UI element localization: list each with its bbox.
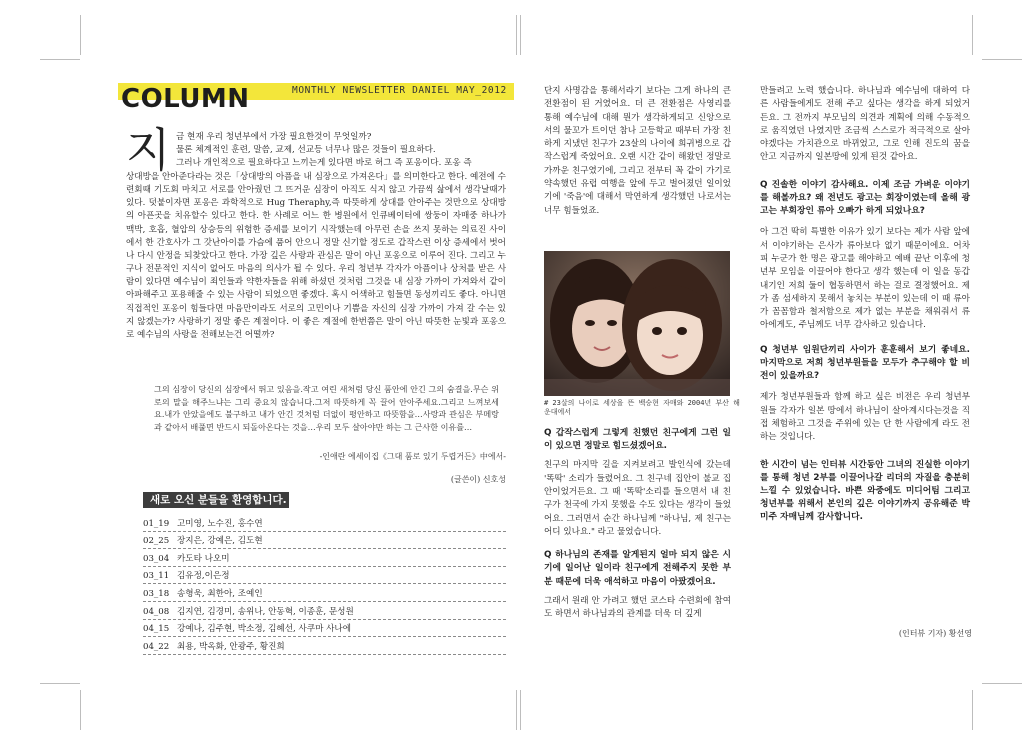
welcome-item [143, 549, 506, 567]
column-paragraph: 상대방을 안아준다라는 것은「상대방의 아픔을 내 심장으로 가져온다」를 의미한다고 한다. 예전에 수련회때 기도회 마치고 서로를 안아줬던 그 뜨거운 심장이 아직도 식지 않고 가끔씩 삶에서 생각날때가 있다. 덧붙이자면 포옹은 과학적으로 Hug Theraphy,즉 따뜻하게 상대를 안아주는 것만으로 상대방의 아픈곳을 치유할수 있다고 한다. 한 사례로 어느 한 병원에서 인큐베이터에 쌍둥이 자매중 하나가 맥박, 호흡, 혈압의 상승등의 위험한 증세를 보이기 시작했는데 아무런 손을 쓰지 못하는 의료진 사이에서 한 간호사가 그 갓난아이를 가슴에 품어 안으니 정말 신기할 정도로 갑작스런 이상 증세에서 벗어나 다시 안정을 되찾았다고 한다. 가장 깊은 사랑과 관심은 말이 아닌 포옹으로 이루어 진다. 그리고 누구나 전문적인 지식이 없어도 마음의 의사가 될 수 있다. 우리 청년부 각자가 아픔이나 상처를 받은 사람이 있다면 예수님이 죄인들과 약한자들을 위해 하셨던 것처럼 그것을 내 심장 가까이 가져와서 같이 아파해주고 포용해줄 수 있는 사람이 되었으면 좋겠다. 혹시 어색하고 힘들면 동성끼리도 좋다. 아니면 직접적인 포옹이 힘들다면 마음만이라도 서로의 고민이나 기쁨을 자신의 심장 가까이 가져 갈 수는 있지 않겠는가? 사랑하기 정말 좋은 계절이다. 이 좋은 계절에 한번쯤은 말이 아닌 따뜻한 눈빛과 포옹으로 예수님의 사랑을 전해보는건 어떨까? [126, 172, 506, 340]
welcome-item [143, 584, 506, 602]
welcome-item [143, 567, 506, 585]
crop-mark [520, 690, 521, 730]
closing-remarks: 한 시간이 넘는 인터뷰 시간동안 그녀의 진실한 이야기를 통해 청년 2부를 이끌어나갈 리더의 자질을 충분히 느낄 수 있었습니다. 바쁜 와중에도 미디어팀 그리고 청년부를 위해서 본인의 깊은 이야기까지 공유해준 박미주 자매님께 감사합니다. [760, 459, 970, 523]
welcome-list [143, 514, 506, 655]
crop-mark [982, 683, 1022, 684]
welcome-date: 01_19 [143, 518, 170, 529]
crop-mark [40, 683, 80, 684]
welcome-names: 김지연, 김경미, 송위나, 안동혁, 이종훈, 문성원 [177, 606, 354, 617]
crop-mark [516, 690, 517, 730]
drop-cap: 지 [126, 123, 171, 177]
welcome-names: 강예나, 김주현, 박소정, 김혜선, 사쿠마 사나에 [177, 624, 352, 635]
answer: 제가 청년부원들과 함께 하고 싶은 비전은 우리 청년부원들 각자가 일본 땅에서 하나님이 살아계시다는것을 직접 체험하고 그것을 주위에 있는 단 한 사람에게 라도 전하는 것입니다. [760, 392, 970, 443]
crop-mark [520, 15, 521, 55]
answer: 그래서 원래 안 가려고 했던 코스타 수련회에 참여도 하면서 하나님과의 관계를 더욱 더 깊게 [544, 595, 731, 620]
interview-signature: (인터뷰 기자) 황선영 [898, 629, 972, 638]
welcome-names: 최용, 박옥화, 안광주, 황진희 [177, 641, 285, 652]
intro-line: 금 현재 우리 청년부에서 가장 필요한것이 무엇일까? [176, 132, 372, 142]
quote-text: 그의 심장이 당신의 심장에서 뛰고 있음을.작고 여린 새처럼 당신 품안에 안긴 그의 숨결을.무슨 위로의 말을 해주느냐는 그리 중요치 않습니다.그저 따뜻하게 꼭 끌어 안아주세요.그리고 느껴보세요.내가 안았을에도 불구하고 내가 안긴 것처럼 더없이 평안하고 따뜻함을…사랑과 관심은 부메랑과 같아서 배풀면 반드시 되돌아온다는 것을…우리 모두 살아야만 하는 그 근사한 이유를… [154, 384, 499, 432]
newsletter-label: MONTHLY NEWSLETTER DANIEL MAY_2012 [292, 85, 507, 96]
crop-mark [516, 15, 517, 55]
crop-mark [40, 59, 80, 60]
welcome-item [143, 637, 506, 655]
column-intro [176, 131, 506, 170]
interview-col1-qa [544, 427, 731, 621]
welcome-names: 카도타 나오미 [177, 553, 230, 564]
welcome-names: 송형욱, 최한아, 조예인 [177, 588, 263, 599]
welcome-date: 04_15 [143, 624, 170, 635]
intro-line: 물론 체계적인 훈련, 말씀, 교제, 선교등 너무나 많은 것들이 필요하다. [176, 145, 436, 156]
question: Q 갑작스럽게 그렇게 친했던 친구에게 그런 일이 있으면 정말로 힘드셨겠어요. [544, 428, 731, 452]
column-body [126, 171, 506, 342]
intro-line: 그러나 개인적으로 필요하다고 느끼는게 있다면 바로 허그 즉 포옹이다. 포옹 즉 [176, 158, 472, 169]
welcome-item [143, 602, 506, 620]
column-title: COLUMN [121, 84, 250, 114]
welcome-date: 04_22 [143, 641, 170, 652]
welcome-item [143, 514, 506, 532]
quote-source: -인애란 에세이집《그대 품로 있기 두렵거든》中에서- [319, 452, 506, 461]
crop-mark [80, 15, 81, 55]
crop-mark [972, 690, 973, 730]
photo-caption: # 23살의 나이로 세상을 뜬 백승현 자매와 2004년 부산 해운대에서 [544, 399, 740, 416]
answer: 친구의 마지막 길을 지켜보려고 발인식에 갔는데 '똑딱' 소리가 들렸어요. 그 친구네 집안이 불교 집안이었거든요. 그 때 '똑딱'소리를 들으면서 내 친구가 천국에 가지 못했을 수도 있다는 생각이 들었어요. 그러면서 순간 하나님께 "하나님, 제 친구는 어디 있나요." 라고 물었습니다. [544, 460, 731, 537]
question: Q 진솔한 이야기 감사해요. 이제 조금 가벼운 이야기를 해볼까요? 왜 전년도 광고는 회장이였는데 올해 광고는 부회장인 류아 오빠가 하게 되었나요? [760, 179, 970, 217]
welcome-names: 고미영, 노수진, 홍수연 [177, 518, 263, 529]
welcome-date: 02_25 [143, 536, 170, 547]
photo-illustration [544, 251, 730, 396]
welcome-names: 김유정,이은정 [177, 571, 230, 582]
interview-col2 [760, 85, 970, 525]
interview-col1-intro [544, 85, 731, 218]
welcome-date: 03_04 [143, 553, 170, 564]
welcome-item [143, 620, 506, 638]
welcome-names: 장지은, 강예은, 김도현 [177, 536, 263, 547]
column-writer: (글쓴이) 신호성 [450, 475, 506, 484]
welcome-item [143, 532, 506, 550]
welcome-date: 04_08 [143, 606, 170, 617]
interview-paragraph: 단지 사명감을 통해서라기 보다는 그게 하나의 큰 전환점이 된 거였어요. 더 큰 전환점은 사영리를 통해 예수님에 대해 뭔가 생각하게되고 신앙으로서의 물꼬가 트이던 참나 고등학교 때부터 가장 친하게 지냈던 친구가 23살의 나이에 희귀병으로 갑작스럽게 죽었어요. 오랜 시간 같이 해왔던 정말로 가까운 친구였기에, 그리고 전부터 꼭 같이 가기로 약속했던 유럽 여행을 앞에 두고 벌어졌던 일이었기에 '죽음'에 대해서 막연하게 생각했던 나로서는 너무 힘들었죠. [544, 86, 731, 216]
interview-photo [544, 251, 730, 396]
welcome-heading: 새로 오신 분들을 환영합니다. [150, 494, 287, 506]
question: Q 청년부 임원단끼리 사이가 훈훈해서 보기 좋네요. 마지막으로 저희 청년부원들을 모두가 추구해야 할 비전이 있을까요? [760, 344, 970, 382]
interview-paragraph: 만들려고 노력 했습니다. 하나님과 예수님에 대하여 다른 사람들에게도 전해 주고 싶다는 생각을 하게 되었거든요. 그 전까지 부모님의 의견과 계획에 의해 수동적으로 움직였던 나였지만 조금씩 스스로가 적극적으로 살아야겠다는 가치관으로 바뀌었고, 그로 인해 진도의 꿈을 안고 지금까지 일본땅에 있게 된것 같아요. [760, 86, 970, 163]
welcome-date: 03_11 [143, 571, 170, 582]
answer: 아 그건 딱히 특별한 이유가 있기 보다는 제가 사람 앞에서 이야기하는 은사가 류아보다 없기 때문이에요. 어차피 누군가 한 명은 광고를 해야하고 예배 끝난 이후에 청년부 모임을 이끌어야 한다고 생각 했는데 이 일을 동갑내기인 저희 둘이 협동하면서 하는 걸로 결정했어요. 제가 좀 섬세하지 못해서 놓치는 부분이 있는데 이 때 류아가 꼼꼼함과 철저함으로 제가 없는 부분을 채워줘서 류아에게도, 주님께도 너무 감사하고 있습니다. [760, 227, 970, 331]
essay-quote [154, 383, 499, 433]
crop-mark [80, 690, 81, 730]
welcome-date: 03_18 [143, 588, 170, 599]
crop-mark [972, 15, 973, 55]
crop-mark [982, 59, 1022, 60]
question: Q 하나님의 존재를 알게된지 얼마 되지 않은 시기에 일어난 일이라 친구에게 전해주지 못한 부분 때문에 더욱 애석하고 마음이 아팠겠어요. [544, 550, 731, 587]
